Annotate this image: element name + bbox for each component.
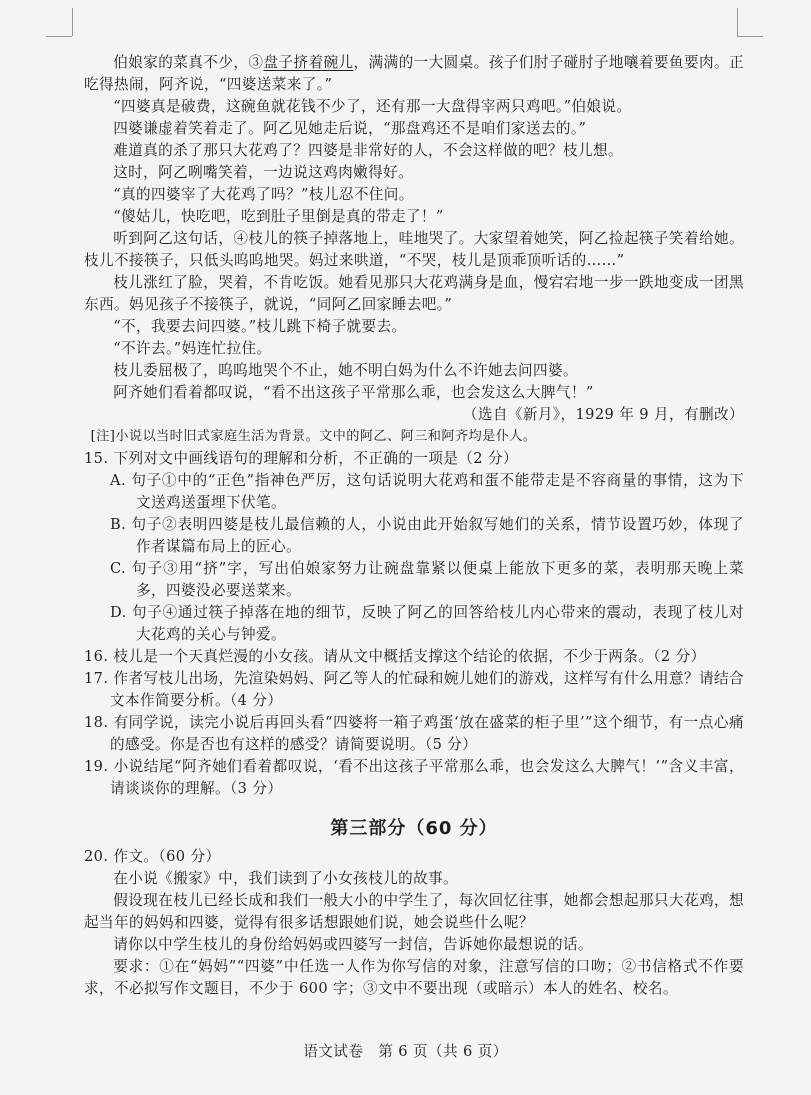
crop-mark-right — [737, 8, 738, 36]
essay-requirements: 要求：①在“妈妈”“四婆”中任选一人作为你写信的对象，注意写信的口吻；②书信格式不作要求，不必拟写作文题目，不少于 600 字；③文中不要出现（或暗示）本人的姓名、校名。 — [84, 958, 744, 997]
essay-scenario: 假设现在枝儿已经长成和我们一般大小的中学生了，每次回忆往事，她都会想起那只大花鸡，想起当年的妈妈和四婆，觉得有很多话想跟她们说，她会说些什么呢？ — [84, 892, 744, 931]
story-paragraph-11: “不许去。”妈连忙拉住。 — [113, 340, 272, 357]
story-paragraph-3: 四婆谦虚着笑着走了。阿乙见她走后说，“那盘鸡还不是咱们家送去的。” — [113, 120, 587, 137]
essay-intro: 在小说《搬家》中，我们读到了小女孩枝儿的故事。 — [113, 870, 459, 887]
story-paragraph-12: 枝儿委屈极了，呜呜地哭个不止，她不明白妈为什么不许她去问四婆。 — [113, 362, 578, 379]
story-source: （选自《新月》，1929 年 9 月，有删改） — [462, 406, 744, 423]
page-footer: 语文试卷 第 6 页（共 6 页） — [303, 1043, 508, 1060]
question-17: 17. 作者写枝儿出场，先渲染妈妈、阿乙等人的忙碌和婉儿她们的游戏，这样写有什么用意？请结合文本作简要分析。（4 分） — [84, 670, 744, 709]
story-paragraph-8: 听到阿乙这句话，④枝儿的筷子掉落地上，哇地哭了。大家望着她笑，阿乙捡起筷子笑着给她。枝儿不接筷子，只低头呜呜地哭。妈过来哄道，“不哭，枝儿是顶乖顶听话的……” — [84, 230, 744, 269]
story-paragraph-2: “四婆真是破费，这碗鱼就花钱不少了，还有那一大盘得宰两只鸡吧。”伯娘说。 — [113, 98, 632, 115]
question-15-option-b: B. 句子②表明四婆是枝儿最信赖的人，小说由此开始叙写她们的关系，情节设置巧妙，体现了作者谋篇布局上的匠心。 — [110, 516, 744, 555]
essay-task: 请你以中学生枝儿的身份给妈妈或四婆写一封信，告诉她你最想说的话。 — [113, 936, 593, 953]
story-paragraph-5: 这时，阿乙咧嘴笑着，一边说这鸡肉嫩得好。 — [113, 164, 414, 181]
story-paragraph-9: 枝儿涨红了脸，哭着，不肯吃饭。她看见那只大花鸡满身是血，慢宕宕地一步一跌地变成一团黑东西。妈见孩子不接筷子，就说，“同阿乙回家睡去吧。” — [84, 274, 744, 313]
story-text: ，满满的一大圆桌。孩子们肘子碰肘子地嚷着要鱼要肉。正吃得热闹，阿齐说，“四婆送菜来了。” — [84, 54, 744, 93]
underlined-sentence-3: 盘子挤着碗儿 — [263, 54, 354, 71]
story-paragraph-1 — [84, 52, 744, 96]
question-16: 16. 枝儿是一个天真烂漫的小女孩。请从文中概括支撑这个结论的依据，不少于两条。（2 分） — [84, 648, 706, 665]
story-paragraph-6: “真的四婆宰了大花鸡了吗？”枝儿忍不住问。 — [113, 186, 414, 203]
question-15-option-a: A. 句子①中的“正色”指神色严厉，这句话说明大花鸡和蛋不能带走是不容商量的事情，这为下文送鸡送蛋埋下伏笔。 — [110, 472, 744, 511]
story-paragraph-7: “傻姑儿，快吃吧，吃到肚子里倒是真的带走了！” — [113, 208, 444, 225]
question-18: 18. 有同学说，读完小说后再回头看“四婆将一箱子鸡蛋‘放在盛菜的柜子里’”这个细节，有一点心痛的感受。你是否也有这样的感受？请简要说明。（5 分） — [84, 714, 744, 753]
question-20: 20. 作文。（60 分） — [84, 848, 221, 865]
question-15-option-d: D. 句子④通过筷子掉落在地的细节，反映了阿乙的回答给枝儿内心带来的震动，表现了枝儿对大花鸡的关心与钟爱。 — [110, 604, 744, 643]
question-15: 15. 下列对文中画线语句的理解和分析，不正确的一项是（2 分） — [84, 450, 519, 467]
page-content — [84, 52, 744, 1000]
question-19: 19. 小说结尾“阿齐她们看着都叹说，‘看不出这孩子平常那么乖，也会发这么大脾气！’”含义丰富，请谈谈你的理解。（3 分） — [84, 758, 744, 797]
story-text: 伯娘家的菜真不少，③ — [113, 54, 264, 71]
part-3-title: 第三部分（60 分） — [330, 818, 498, 839]
crop-mark-left-horizontal — [46, 36, 72, 37]
crop-mark-right-horizontal — [737, 36, 763, 37]
story-note: [注]小说以当时旧式家庭生活为背景。文中的阿乙、阿三和阿齐均是仆人。 — [90, 429, 537, 444]
story-paragraph-13: 阿齐她们看着都叹说，“看不出这孩子平常那么乖，也会发这么大脾气！” — [113, 384, 594, 401]
story-paragraph-4: 难道真的杀了那只大花鸡了？四婆是非常好的人，不会这样做的吧？枝儿想。 — [113, 142, 623, 159]
crop-mark-left — [72, 8, 73, 36]
question-15-option-c: C. 句子③用“挤”字，写出伯娘家努力让碗盘靠紧以便桌上能放下更多的菜，表明那天晚上菜多，四婆没必要送菜来。 — [110, 560, 744, 599]
story-paragraph-10: “不，我要去问四婆。”枝儿跳下椅子就要去。 — [113, 318, 407, 335]
